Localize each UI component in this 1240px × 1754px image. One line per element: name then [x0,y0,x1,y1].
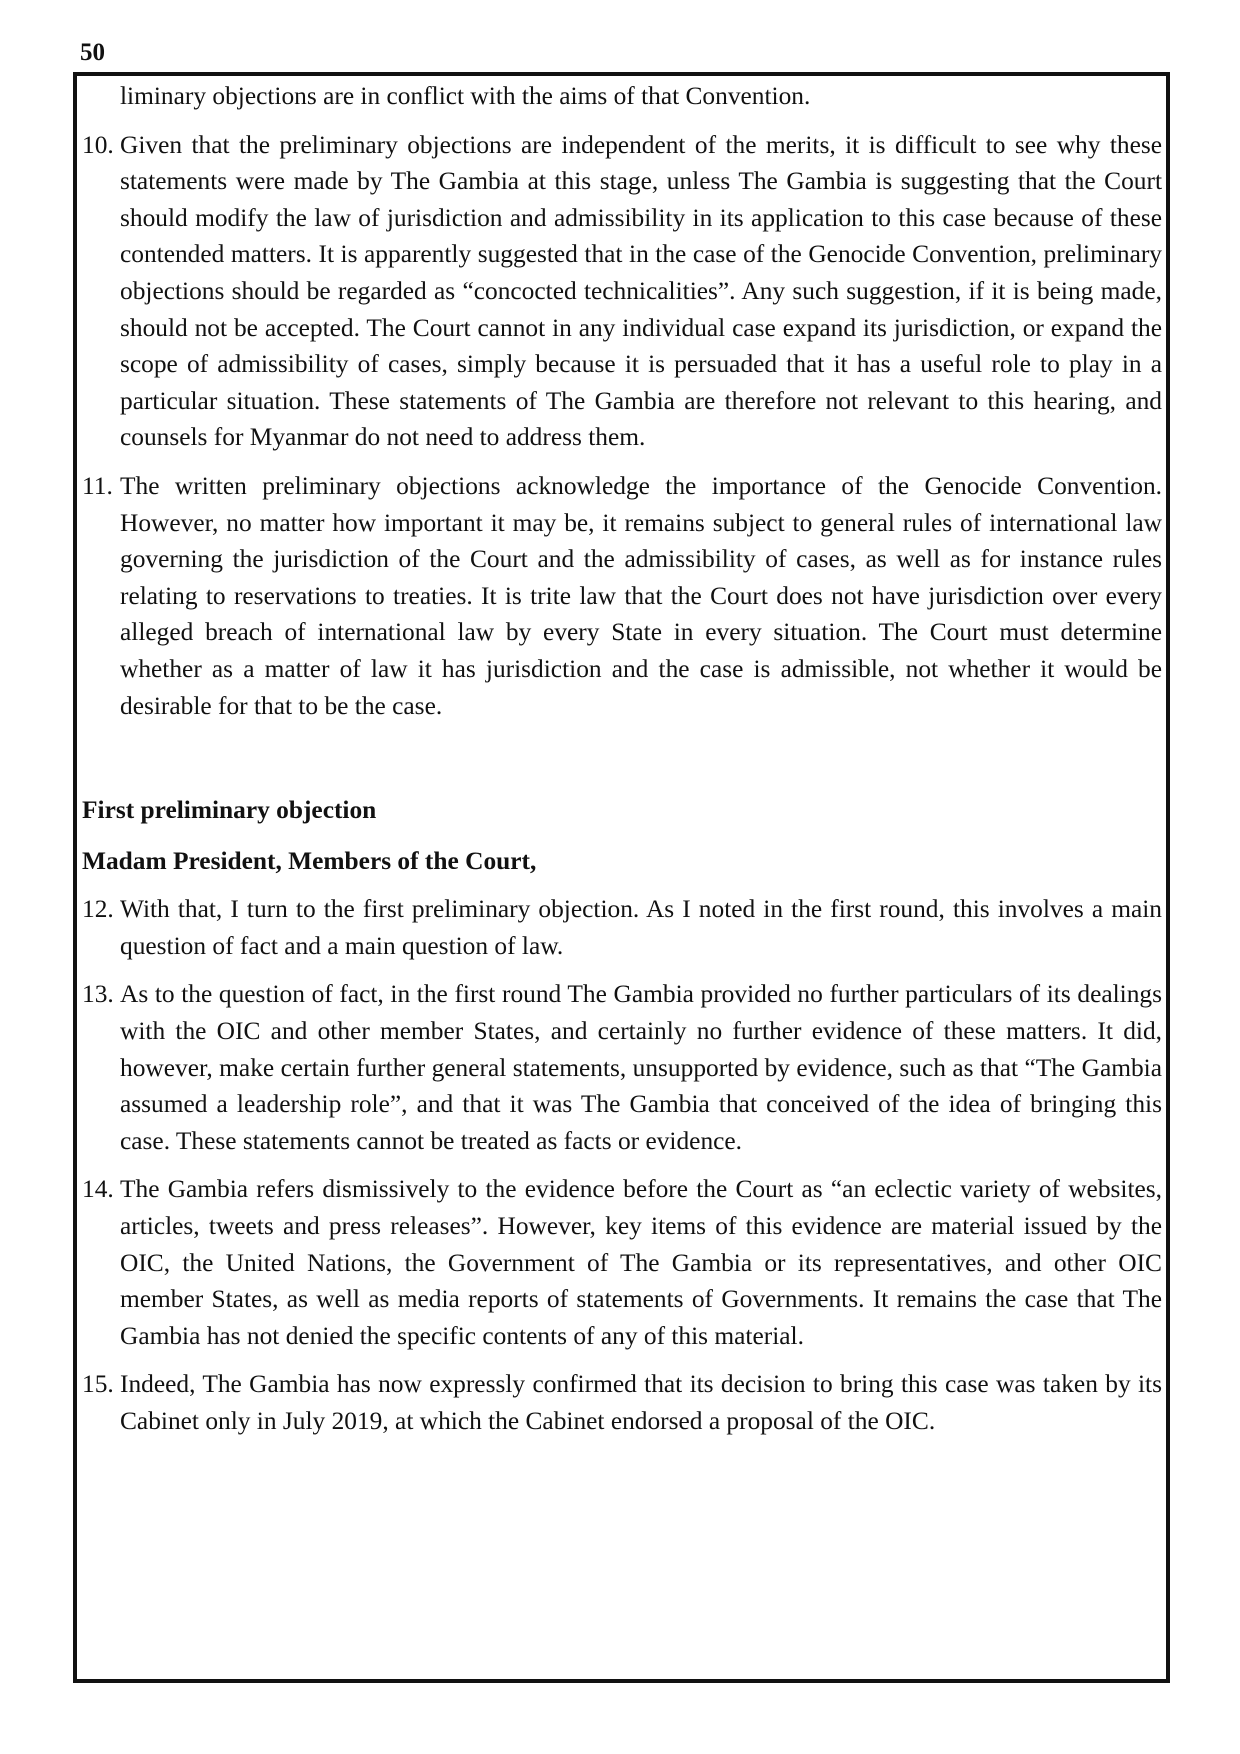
address-heading: Madam President, Members of the Court, [82,846,537,875]
paragraph-11 [82,468,1162,724]
paragraph-14 [82,1171,1162,1354]
paragraph-number: 13. [82,980,114,1009]
paragraph-text: Indeed, The Gambia has now expressly confirmed that its decision to bring this case was taken by its Cabinet only in July 2019, at which the Cabinet endorsed a proposal of the OIC. [120,1370,1162,1435]
paragraph-10 [82,127,1162,456]
paragraph-text: liminary objections are in conflict with the aims of that Convention. [120,82,811,110]
document-body [82,78,1162,1452]
paragraph-text: Given that the preliminary objections are independent of the merits, it is difficult to see why these statements were made by The Gambia at this stage, unless The Gambia is suggesting that the Court should modify the law of jurisdiction and admissibility in its application to this case because of these contended matters. It is apparently suggested that in the case of the Genocide Convention, preliminary objections should be regarded as “concocted technicalities”. Any such suggestion, if it is being made, should not be accepted. The Court cannot in any individual case expand its jurisdiction, or expand the scope of admissibility of cases, simply because it is persuaded that it has a useful role to play in a particular situation. These statements of The Gambia are therefore not relevant to this hearing, and counsels for Myanmar do not need to address them. [120,130,1162,452]
paragraph-number: 14. [82,1175,114,1204]
continued-paragraph [82,78,1162,115]
paragraph-number: 10. [82,130,114,159]
paragraph-text: As to the question of fact, in the first round The Gambia provided no further particulars of its dealings with the OIC and other member States, and certainly no further evidence of these matters. It did, however, make certain further general statements, unsupported by evidence, such as that “The Gambia assumed a leadership role”, and that it was The Gambia that conceived of the idea of bringing this case. These statements cannot be treated as facts or evidence. [120,980,1162,1155]
paragraph-number: 12. [82,895,114,924]
page-number: 50 [80,39,105,66]
section-heading: First preliminary objection [82,796,377,825]
paragraph-15 [82,1366,1162,1439]
paragraph-text: The Gambia refers dismissively to the evidence before the Court as “an eclectic variety of websites, articles, tweets and press releases”. However, key items of this evidence are material issued by the OIC, the United Nations, the Government of The Gambia or its representatives, and other OIC member States, as well as media reports of statements of Governments. It remains the case that The Gambia has not denied the specific contents of any of this material. [120,1175,1162,1350]
paragraph-text: With that, I turn to the first preliminary objection. As I noted in the first round, this involves a main question of fact and a main question of law. [120,895,1162,960]
paragraph-12 [82,891,1162,964]
paragraph-number: 15. [82,1370,114,1399]
paragraph-text: The written preliminary objections acknowledge the importance of the Genocide Convention. However, no matter how important it may be, it remains subject to general rules of international law governing the jurisdiction of the Court and the admissibility of cases, as well as for instance rules relating to reservations to treaties. It is trite law that the Court does not have jurisdiction over every alleged breach of international law by every State in every situation. The Court must determine whether as a matter of law it has jurisdiction and the case is admissible, not whether it would be desirable for that to be the case. [120,471,1162,720]
paragraph-number: 11. [82,471,113,500]
paragraph-13 [82,976,1162,1159]
